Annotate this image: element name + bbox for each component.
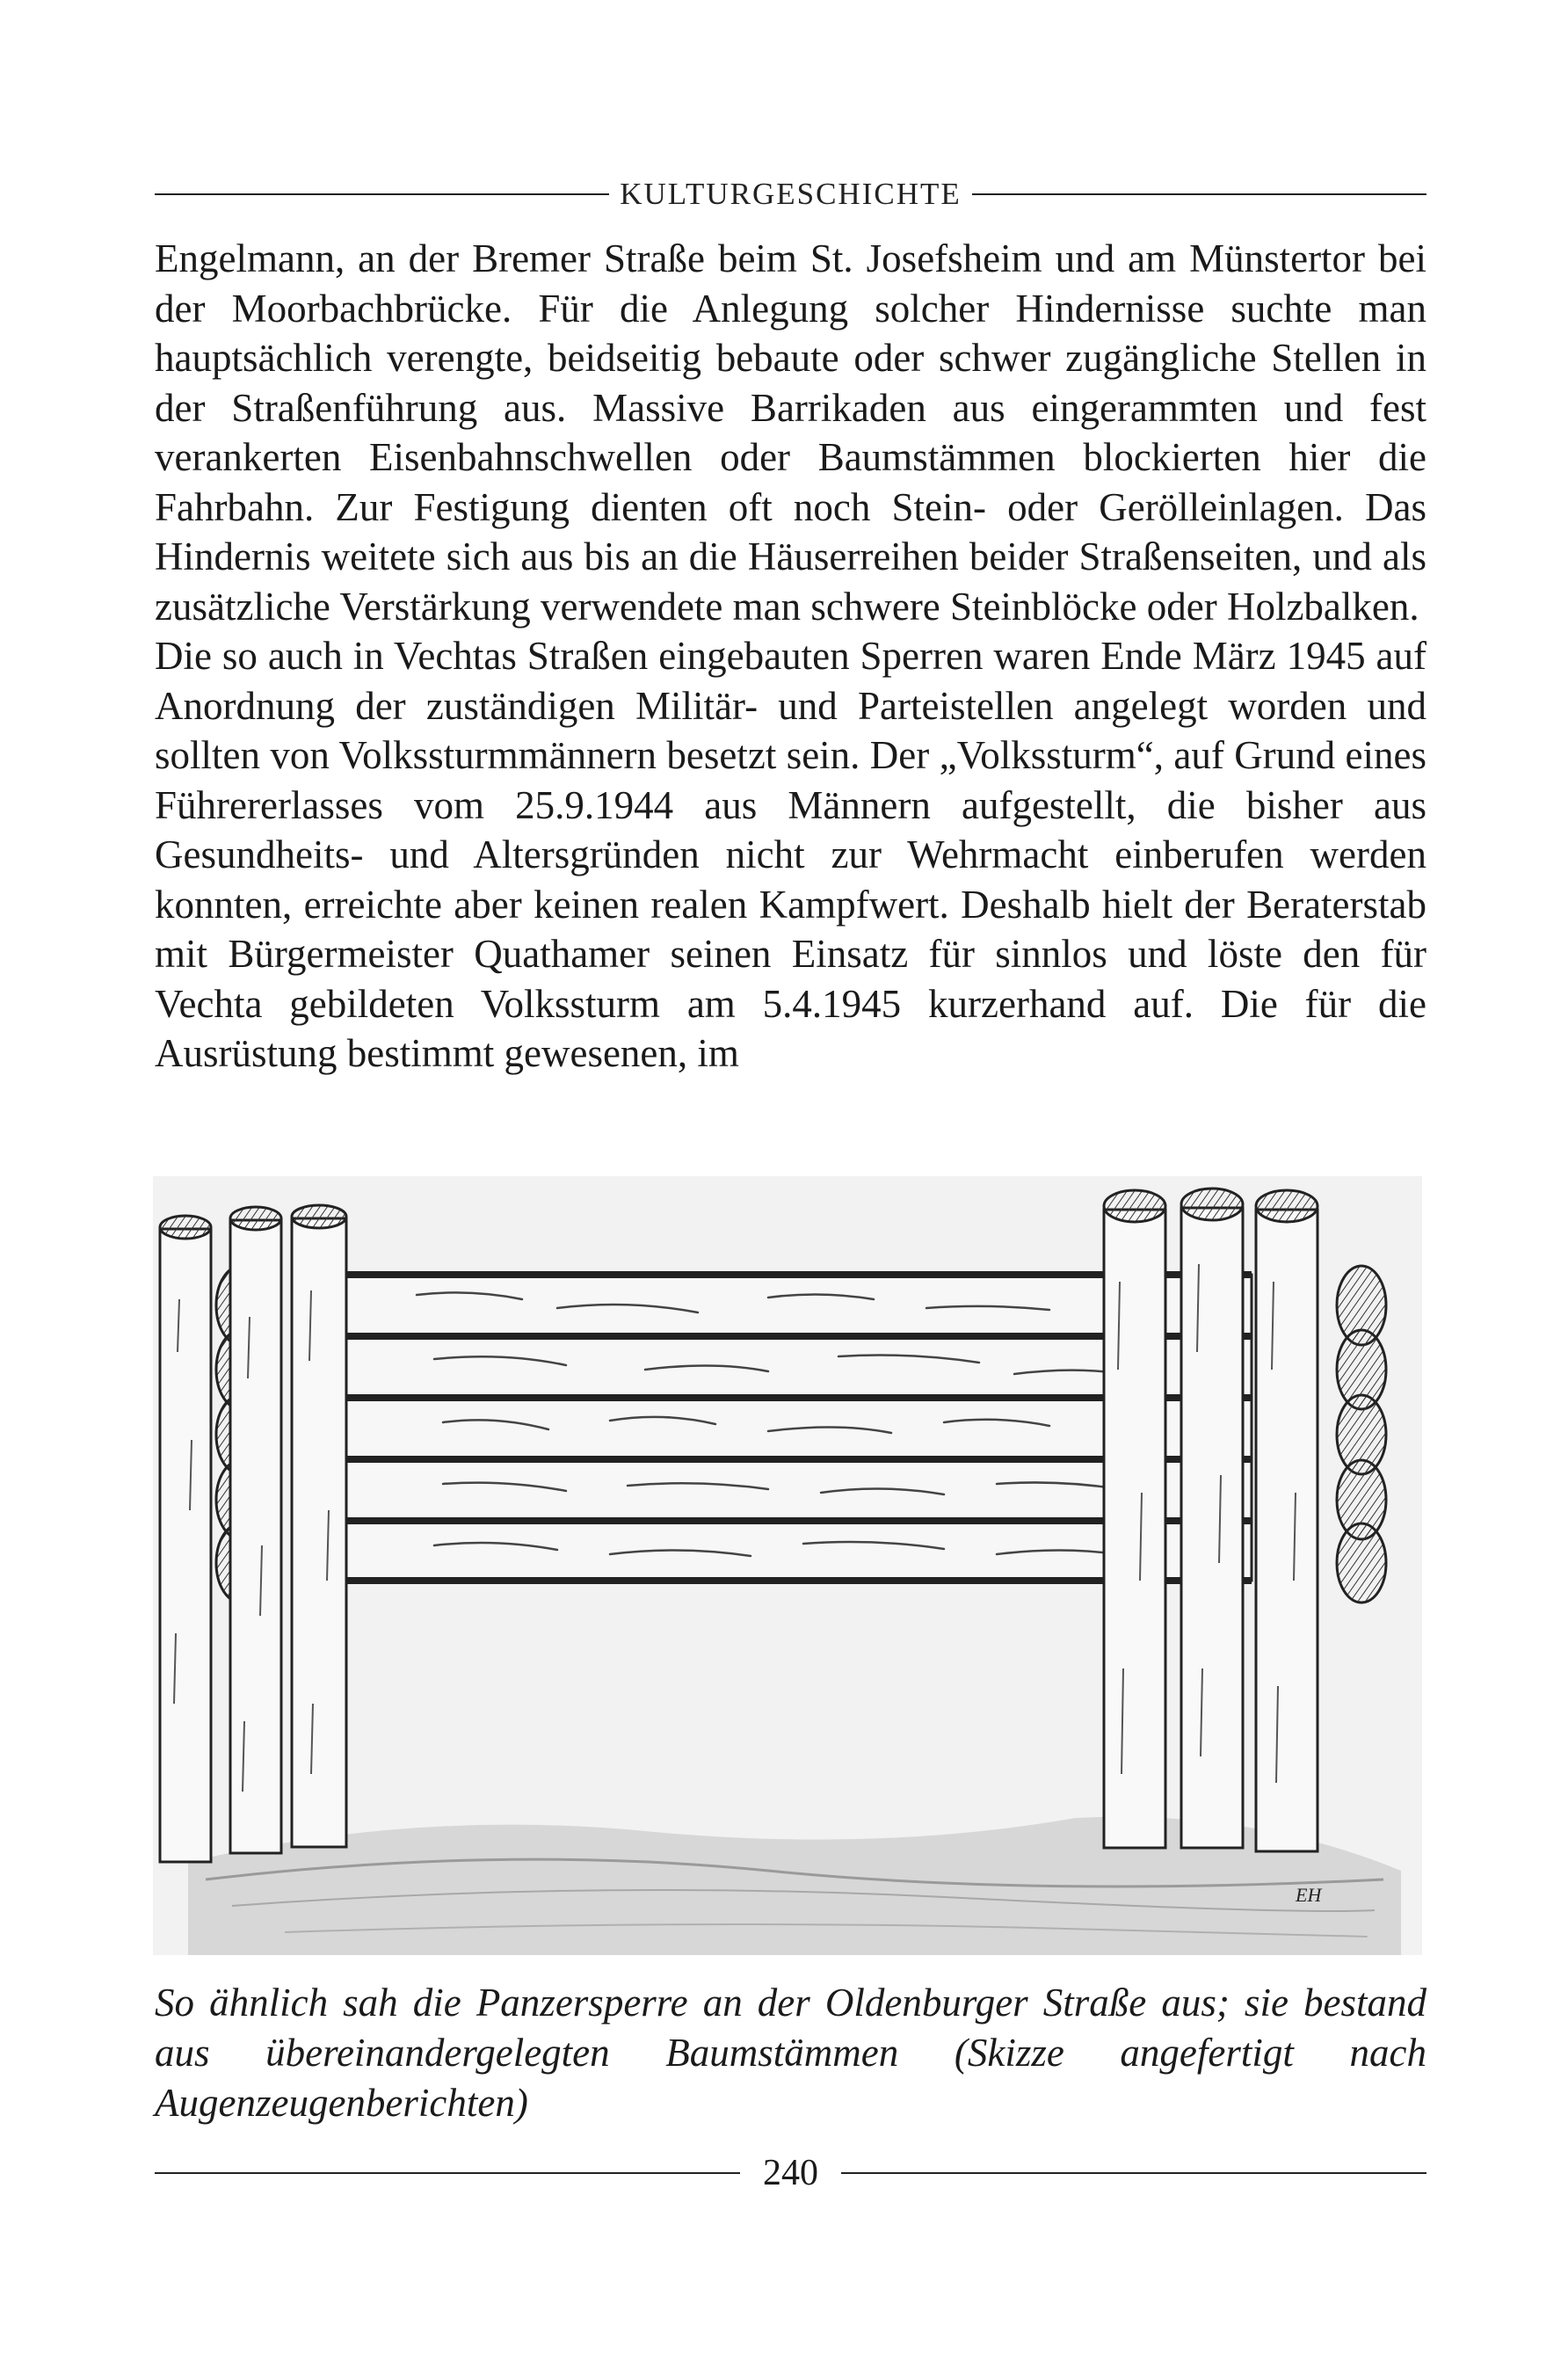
sketch-illustration [153,1176,1422,1955]
header-rule-left [155,193,609,195]
figure-tank-barrier-sketch [153,1176,1422,1955]
header-title: KULTURGESCHICHTE [620,177,962,211]
right-log-ends [1337,1266,1386,1603]
header-rule-right [972,193,1426,195]
page-number: 240 [763,2153,818,2193]
body-paragraph-2: Die so auch in Vechtas Straßen eingebauten Sperren waren Ende März 1945 auf Anordnung der zuständigen Militär- und Parteistellen angelegt worden und sollten von Volkssturmmännern besetzt sein. Der „Volkssturm“, auf Grund eines Führererlasses vom 25.9.1944 aus Männern aufgestellt, die bisher aus Gesundheits- und Altersgründen nicht zur Wehrmacht einberufen werden konnten, erreichte aber keinen realen Kampfwert. Deshalb hielt der Beraterstab mit Bürgermeister Quathamer seinen Einsatz für sinnlos und löste den für Vechta gebildeten Volkssturm am 5.4.1945 kurzerhand auf. Die für die Ausrüstung bestimmt gewesenen, im [155,634,1426,1075]
body-text [155,234,1426,1079]
footer-rule-left [155,2172,740,2174]
page-footer [155,2147,1426,2199]
body-paragraph-1: Engelmann, an der Bremer Straße beim St. Josefsheim und am Münstertor bei der Moorbachbrücke. Für die Anlegung solcher Hindernisse suchte man hauptsächlich verengte, beidseitig bebaute oder schwer zugängliche Stellen in der Straßenführung aus. Massive Barrikaden aus eingerammten und fest verankerten Eisenbahnschwellen oder Baumstämmen blockierten hier die Fahrbahn. Zur Festigung dienten oft noch Stein- oder Gerölleinlagen. Das Hindernis weitete sich aus bis an die Häuserreihen beider Straßenseiten, und als zusätzliche Verstärkung verwendete man schwere Steinblöcke oder Holzbalken. [155,236,1426,629]
left-posts [160,1218,346,1862]
right-post-tops [1104,1189,1318,1222]
artist-signature: EH [1296,1884,1322,1906]
footer-rule-right [841,2172,1426,2174]
running-header [155,172,1426,216]
figure-caption: So ähnlich sah die Panzersperre an der Oldenburger Straße aus; sie bestand aus übereinandergelegten Baumstämmen (Skizze angefertigt nach Augenzeugenberichten) [155,1981,1426,2125]
right-posts [1104,1208,1318,1851]
